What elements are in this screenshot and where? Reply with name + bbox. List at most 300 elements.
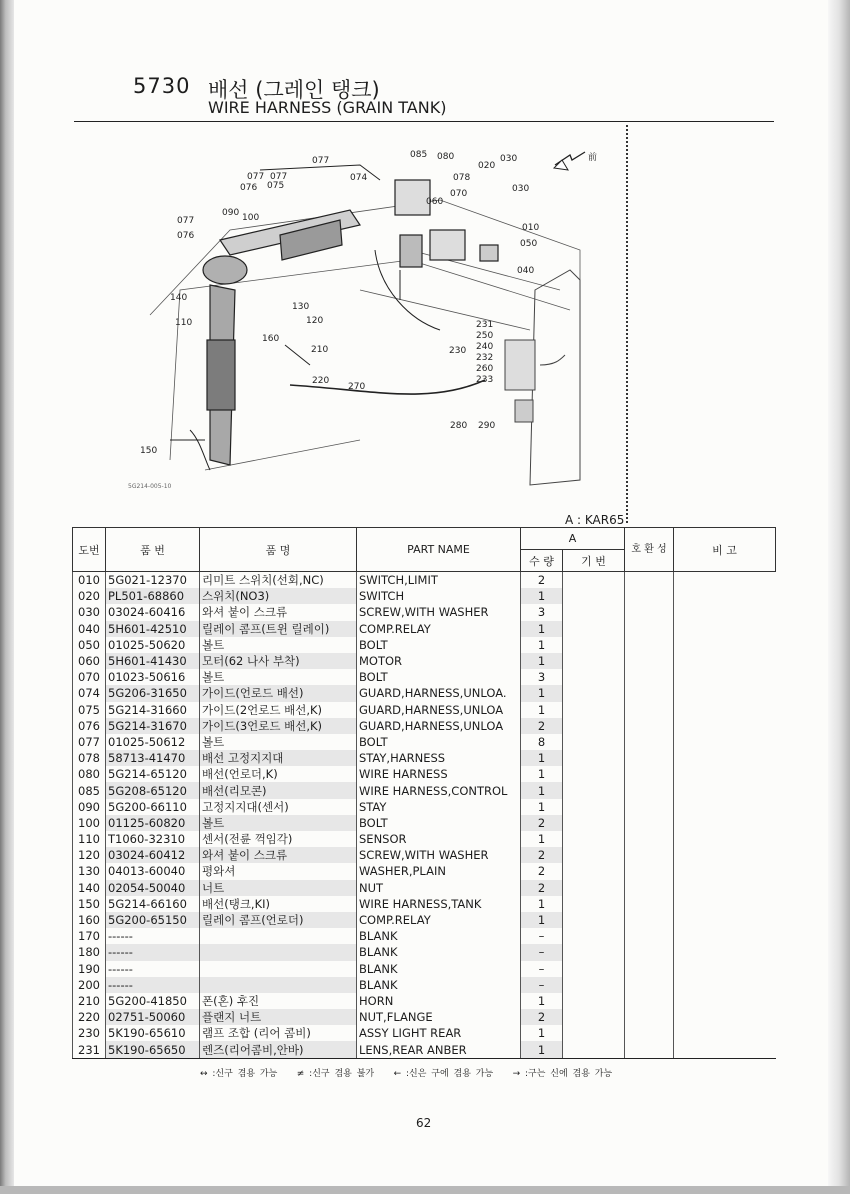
cell-qty: 2 [521,863,563,879]
cell-part-no: 01125-60820 [106,815,200,831]
dotted-divider [626,125,628,523]
cell-part-name: BOLT [357,669,521,685]
cell-part-no: 04013-60040 [106,863,200,879]
callout: 074 [350,173,368,183]
cell-part-name: BOLT [357,815,521,831]
cell-part-no: 03024-60416 [106,604,200,620]
cell-part-no: ------ [106,977,200,993]
cell-no: 078 [73,750,106,766]
header-qty: 수 량 [521,550,563,572]
callout: 080 [437,152,455,162]
cell-name-kr: 폰(혼) 후진 [200,993,357,1009]
cell-qty: 1 [521,799,563,815]
section-title-english: WIRE HARNESS (GRAIN TANK) [208,98,447,117]
cell-remarks [674,604,776,620]
cell-compat [625,702,674,718]
cell-remarks [674,669,776,685]
callout: 020 [478,161,496,171]
cell-compat [625,880,674,896]
cell-compat [625,1041,674,1058]
cell-period [563,896,625,912]
cell-no: 074 [73,685,106,701]
cell-part-no: 5H601-41430 [106,653,200,669]
cell-period [563,977,625,993]
cell-remarks [674,718,776,734]
cell-remarks [674,588,776,604]
cell-part-name: COMP.RELAY [357,621,521,637]
cell-part-no: 5H601-42510 [106,621,200,637]
cell-part-name: BLANK [357,944,521,960]
callout: 231 [476,320,494,330]
cell-no: 140 [73,880,106,896]
cell-no: 210 [73,993,106,1009]
table-row [73,653,776,669]
table-row [73,928,776,944]
callout: 160 [262,334,280,344]
callout: 260 [476,364,494,374]
table-row [73,734,776,750]
cell-no: 231 [73,1041,106,1058]
cell-compat [625,604,674,620]
header-name-kr: 품 명 [200,528,357,572]
cell-compat [625,815,674,831]
cell-qty: 1 [521,750,563,766]
cell-name-kr: 배선(탱크,KI) [200,896,357,912]
cell-no: 076 [73,718,106,734]
cell-name-kr [200,944,357,960]
table-row [73,718,776,734]
cell-no: 085 [73,782,106,798]
cell-part-no: 5G200-66110 [106,799,200,815]
cell-name-kr [200,961,357,977]
cell-qty: 2 [521,815,563,831]
callout: 040 [517,266,535,276]
cell-period [563,912,625,928]
variant-label: A : KAR65 [565,513,625,527]
cell-period [563,782,625,798]
cell-remarks [674,1041,776,1058]
cell-compat [625,621,674,637]
callout: 110 [175,318,193,328]
cell-compat [625,944,674,960]
cell-no: 180 [73,944,106,960]
cell-remarks [674,896,776,912]
cell-compat [625,863,674,879]
cell-name-kr: 배선(리모콘) [200,782,357,798]
callout: 077 [177,216,195,226]
cell-compat [625,685,674,701]
cell-part-no: 01023-50616 [106,669,200,685]
cell-no: 100 [73,815,106,831]
cell-part-no: 5G208-65120 [106,782,200,798]
cell-part-name: SENSOR [357,831,521,847]
cell-no: 230 [73,1025,106,1041]
cell-name-kr: 볼트 [200,815,357,831]
cell-qty: 2 [521,880,563,896]
callout: 280 [450,421,468,431]
header-compat: 호 환 성 [625,528,674,572]
header-period: 기 번 [563,550,625,572]
callout: 250 [476,331,494,341]
table-row [73,766,776,782]
cell-name-kr: 센서(전륜 꺽임각) [200,831,357,847]
cell-part-name: SWITCH [357,588,521,604]
callout: 150 [140,446,158,456]
callout: 232 [476,353,494,363]
cell-part-no: 5G214-31660 [106,702,200,718]
cell-period [563,831,625,847]
cell-period [563,637,625,653]
cell-part-name: SWITCH,LIMIT [357,572,521,589]
cell-compat [625,572,674,589]
section-number: 5730 [133,74,191,98]
callout: 076 [177,231,195,241]
cell-period [563,621,625,637]
callout: 130 [292,302,310,312]
cell-no: 160 [73,912,106,928]
table-row [73,702,776,718]
cell-period [563,863,625,879]
cell-qty: – [521,944,563,960]
cell-name-kr: 고정지지대(센서) [200,799,357,815]
cell-no: 150 [73,896,106,912]
cell-part-name: GUARD,HARNESS,UNLOA. [357,685,521,701]
table-row [73,621,776,637]
cell-compat [625,928,674,944]
cell-name-kr: 가이드(언로드 배선) [200,685,357,701]
cell-remarks [674,928,776,944]
cell-compat [625,750,674,766]
cell-name-kr: 플랜지 너트 [200,1009,357,1025]
cell-qty: 1 [521,702,563,718]
cell-part-no: T1060-32310 [106,831,200,847]
cell-period [563,799,625,815]
cell-no: 020 [73,588,106,604]
table-row [73,896,776,912]
cell-period [563,653,625,669]
table-row [73,815,776,831]
callout: 077 [247,172,265,182]
cell-no: 077 [73,734,106,750]
cell-part-no: PL501-68860 [106,588,200,604]
cell-compat [625,653,674,669]
cell-period [563,847,625,863]
cell-qty: – [521,961,563,977]
cell-remarks [674,782,776,798]
table-row [73,604,776,620]
table-row [73,750,776,766]
cell-no: 170 [73,928,106,944]
cell-part-no: 5G214-31670 [106,718,200,734]
cell-no: 080 [73,766,106,782]
callout: 100 [242,213,260,223]
cell-period [563,572,625,589]
cell-compat [625,799,674,815]
cell-name-kr: 와셔 붙이 스크류 [200,604,357,620]
front-direction-arrow [554,152,585,170]
cell-part-name: NUT [357,880,521,896]
cell-period [563,815,625,831]
cell-compat [625,961,674,977]
callout: 060 [426,197,444,207]
scan-edge-left [0,0,14,1194]
callout: 230 [449,346,467,356]
header-remarks: 비 고 [674,528,776,572]
cell-no: 010 [73,572,106,589]
cell-part-no: 5K190-65650 [106,1041,200,1058]
callout: 240 [476,342,494,352]
cell-qty: 1 [521,637,563,653]
callout: 220 [312,376,330,386]
cell-name-kr: 평와셔 [200,863,357,879]
cell-compat [625,637,674,653]
header-part-no: 품 번 [106,528,200,572]
cell-remarks [674,750,776,766]
cell-period [563,993,625,1009]
cell-no: 200 [73,977,106,993]
table-row [73,961,776,977]
table-row [73,1009,776,1025]
cell-no: 130 [73,863,106,879]
cell-qty: 1 [521,912,563,928]
cell-remarks [674,1025,776,1041]
cell-part-name: LENS,REAR ANBER [357,1041,521,1058]
cell-remarks [674,831,776,847]
callout: 140 [170,293,188,303]
cell-qty: 8 [521,734,563,750]
cell-remarks [674,847,776,863]
cell-name-kr [200,977,357,993]
cell-part-no: ------ [106,961,200,977]
cell-name-kr: 모터(62 나사 부착) [200,653,357,669]
section-title-korean: 배선 (그레인 탱크) [208,78,380,102]
cell-qty: 1 [521,782,563,798]
front-mark: 前 [588,153,598,163]
cell-part-no: 5K190-65610 [106,1025,200,1041]
cell-qty: 1 [521,1041,563,1058]
callout: 233 [476,375,494,385]
cell-name-kr: 볼트 [200,669,357,685]
cell-part-name: HORN [357,993,521,1009]
cell-compat [625,588,674,604]
cell-no: 050 [73,637,106,653]
cell-no: 075 [73,702,106,718]
table-row [73,847,776,863]
callout: 090 [222,208,240,218]
callout: 290 [478,421,496,431]
cell-remarks [674,685,776,701]
cell-name-kr: 가이드(2언로드 배선,K) [200,702,357,718]
callout: 077 [270,172,288,182]
cell-part-no: ------ [106,928,200,944]
cell-remarks [674,993,776,1009]
cell-no: 030 [73,604,106,620]
cell-part-no: 5G214-66160 [106,896,200,912]
cell-part-no: 5G200-65150 [106,912,200,928]
cell-qty: – [521,928,563,944]
cell-no: 040 [73,621,106,637]
table-row [73,799,776,815]
cell-name-kr: 릴레이 콤프(언로더) [200,912,357,928]
callout: 210 [311,345,329,355]
cell-compat [625,1025,674,1041]
table-row [73,880,776,896]
table-row [73,977,776,993]
cell-name-kr: 볼트 [200,734,357,750]
rear-light-panel [505,270,580,485]
cell-period [563,718,625,734]
figure-code: 5G214-005-10 [128,483,172,490]
table-row [73,782,776,798]
cell-remarks [674,961,776,977]
cell-no: 090 [73,799,106,815]
cell-name-kr: 배선 고정지지대 [200,750,357,766]
cell-qty: 1 [521,766,563,782]
header-no: 도번 [73,528,106,572]
compatibility-legend [200,1066,612,1079]
cell-name-kr: 릴레이 콤프(트윈 릴레이) [200,621,357,637]
cell-remarks [674,734,776,750]
cell-period [563,669,625,685]
cell-part-no: 01025-50620 [106,637,200,653]
cell-qty: 3 [521,669,563,685]
cell-qty: 1 [521,896,563,912]
cell-period [563,1009,625,1025]
cell-qty: 1 [521,653,563,669]
callout: 085 [410,150,428,160]
cell-part-name: WIRE HARNESS,TANK [357,896,521,912]
cell-part-name: BLANK [357,977,521,993]
legend-item: → :구는 신에 겸용 가능 [512,1069,613,1079]
cell-part-name: ASSY LIGHT REAR [357,1025,521,1041]
cell-part-name: STAY [357,799,521,815]
cell-part-name: GUARD,HARNESS,UNLOA [357,718,521,734]
cell-part-name: BLANK [357,928,521,944]
table-row [73,572,776,589]
cell-compat [625,977,674,993]
cell-qty: 2 [521,718,563,734]
cell-period [563,588,625,604]
cell-remarks [674,637,776,653]
cell-no: 190 [73,961,106,977]
cell-period [563,734,625,750]
cell-part-name: BOLT [357,734,521,750]
table-row [73,588,776,604]
cell-part-name: STAY,HARNESS [357,750,521,766]
cell-part-name: COMP.RELAY [357,912,521,928]
cell-part-no: 01025-50612 [106,734,200,750]
callout: 077 [312,156,330,166]
table-row [73,1025,776,1041]
cell-period [563,766,625,782]
cell-qty: 1 [521,831,563,847]
cell-remarks [674,880,776,896]
cell-period [563,702,625,718]
table-row [73,863,776,879]
cell-qty: 1 [521,588,563,604]
cell-compat [625,912,674,928]
parts-table [72,527,776,1059]
cell-no: 060 [73,653,106,669]
cell-qty: 1 [521,685,563,701]
callout: 120 [306,316,324,326]
cell-part-no: 5G200-41850 [106,993,200,1009]
cell-remarks [674,815,776,831]
cell-part-no: ------ [106,944,200,960]
cell-compat [625,896,674,912]
table-row [73,685,776,701]
callout: 076 [240,183,258,193]
callout: 070 [450,189,468,199]
table-row [73,993,776,1009]
table-row [73,637,776,653]
scan-edge-bottom [0,1186,850,1194]
cell-qty: – [521,977,563,993]
cell-name-kr: 스위치(NO3) [200,588,357,604]
cell-qty: 2 [521,572,563,589]
callout: 078 [453,173,471,183]
cell-part-no: 5G206-31650 [106,685,200,701]
cell-period [563,685,625,701]
cell-part-name: WASHER,PLAIN [357,863,521,879]
cell-remarks [674,863,776,879]
cell-period [563,1025,625,1041]
cell-compat [625,669,674,685]
cell-remarks [674,621,776,637]
page-number: 62 [416,1116,432,1130]
cell-remarks [674,766,776,782]
cell-part-no: 02054-50040 [106,880,200,896]
callout-labels [140,150,539,456]
callout: 075 [267,181,285,191]
table-row [73,831,776,847]
cell-qty: 1 [521,1025,563,1041]
cell-compat [625,1009,674,1025]
cell-part-no: 5G021-12370 [106,572,200,589]
cell-compat [625,831,674,847]
cell-part-name: SCREW,WITH WASHER [357,604,521,620]
callout: 030 [500,154,518,164]
cell-period [563,604,625,620]
cell-part-name: SCREW,WITH WASHER [357,847,521,863]
cell-qty: 2 [521,1009,563,1025]
cell-remarks [674,944,776,960]
cell-compat [625,734,674,750]
cell-name-kr: 와셔 붙이 스크류 [200,847,357,863]
header-part-name: PART NAME [357,528,521,572]
cell-remarks [674,799,776,815]
cell-qty: 2 [521,847,563,863]
cell-part-name: WIRE HARNESS [357,766,521,782]
cell-part-name: MOTOR [357,653,521,669]
cell-no: 110 [73,831,106,847]
cell-remarks [674,912,776,928]
cell-remarks [674,653,776,669]
cell-period [563,944,625,960]
scan-edge-right [828,0,850,1194]
cell-name-kr: 배선(언로더,K) [200,766,357,782]
cell-period [563,1041,625,1058]
cell-no: 070 [73,669,106,685]
table-row [73,944,776,960]
cell-part-no: 03024-60412 [106,847,200,863]
cell-compat [625,847,674,863]
cell-period [563,880,625,896]
cell-part-no: 5G214-65120 [106,766,200,782]
cell-period [563,750,625,766]
callout: 010 [522,223,540,233]
legend-item: ↔ :신구 겸용 가능 [200,1069,278,1079]
